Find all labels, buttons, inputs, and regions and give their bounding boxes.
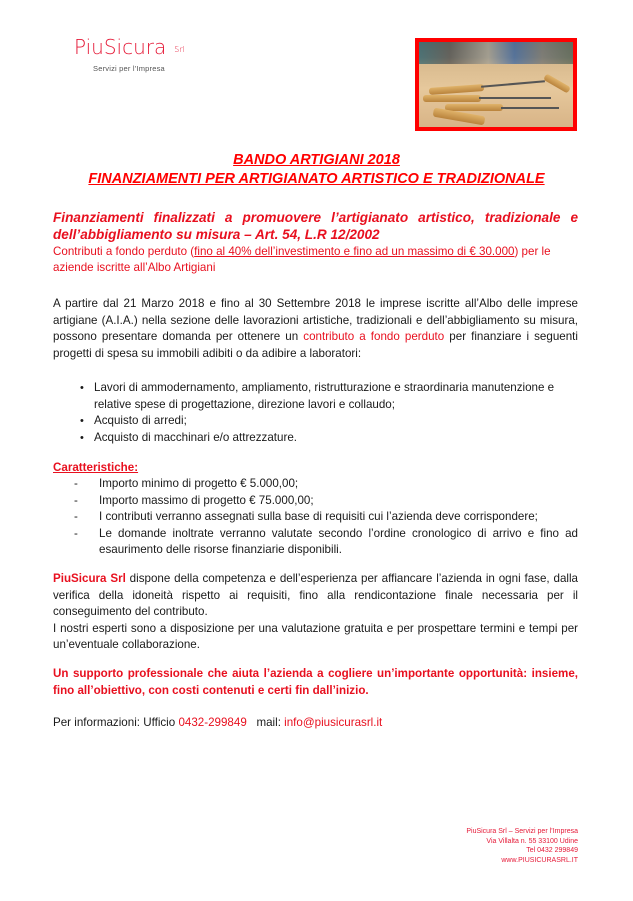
company-intro — [53, 571, 578, 621]
company-logo — [74, 36, 274, 73]
list-item: - Importo minimo di progetto € 5.000,00; — [74, 476, 578, 493]
company-text: dispone della competenza e dell’esperienza per affiancare l’azienda in ogni fase, dalla verifica della idoneità rispetto ai requisiti, fino alla rendicontazione finale necessaria per il conseguimento del contributo. — [53, 572, 578, 619]
phone-link[interactable]: 0432-299849 — [178, 716, 247, 729]
contribution-amount: fino al 40% dell’investimento e fino ad un massimo di € 30.000 — [194, 244, 515, 258]
footer-website[interactable]: www.PIUSICURASRL.IT — [501, 856, 578, 864]
email-link[interactable]: info@piusicurasrl.it — [284, 716, 383, 729]
company-paragraph — [53, 571, 578, 654]
company-offer: I nostri esperti sono a disposizione per una valutazione gratuita e per prospettare termini e tempi per un’eventuale collaborazione. — [53, 621, 578, 652]
contact-line — [53, 715, 578, 732]
footer-phone: Tel 0432 299849 — [526, 847, 578, 854]
company-name: PiuSicura Srl — [53, 572, 126, 585]
eligible-projects-list — [80, 380, 578, 446]
list-item: - Le domande inoltrate verranno valutate secondo l’ordine cronologico di arrivo e fino ad esaurimento delle risorse finanziarie disponibili. — [74, 526, 578, 559]
contribution-prefix: Contributi a fondo perduto ( — [53, 244, 195, 258]
closing-statement: Un supporto professionale che aiuta l’azienda a cogliere un’importante opportunità: insieme, fino all’obiettivo, con costi contenuti e certi fin dall’inizio. — [53, 667, 578, 697]
title-line-2: FINANZIAMENTI PER ARTIGIANATO ARTISTICO E TRADIZIONALE — [88, 171, 545, 187]
subtitle-block — [53, 210, 578, 277]
chisel-handle — [423, 95, 481, 102]
list-item: • Acquisto di macchinari e/o attrezzature. — [80, 430, 578, 447]
document-title — [0, 151, 633, 189]
page-footer — [466, 827, 578, 865]
logo-name-part-2: Sicura — [103, 35, 167, 59]
list-item: • Acquisto di arredi; — [80, 413, 578, 430]
contribution-suffix: ) per le aziende iscritte all’Albo Artigiani — [53, 244, 551, 275]
contact-label: Per informazioni: Ufficio — [53, 716, 179, 729]
intro-text-before: A partire dal 21 Marzo 2018 e fino al 30 Settembre 2018 le imprese iscritte all’Albo delle imprese artigiane (A.I.A.) nella sezione delle lavorazioni artistiche, tradizionali e dell’abbigliamento su misura, possono presentare domanda per ottenere un — [53, 297, 578, 344]
characteristics-heading: Caratteristiche: — [53, 461, 139, 474]
intro-paragraph — [53, 296, 578, 362]
list-item: • Lavori di ammodernamento, ampliamento, ristrutturazione e straordinaria manutenzione e relative spese di progettazione, direzione lavori e collaudo; — [80, 380, 578, 413]
intro-text-after: per finanziare i seguenti progetti di spesa su immobili adibiti o da adibire a laboratori: — [53, 330, 578, 360]
chisel-blade — [481, 80, 545, 88]
photo-background — [419, 42, 573, 64]
list-item: - I contributi verranno assegnati sulla base di requisiti cui l’azienda deve corrispondere; — [74, 509, 578, 526]
header-photo — [415, 38, 577, 131]
chisel-handle — [543, 73, 571, 93]
list-item: - Importo massimo di progetto € 75.000,00; — [74, 493, 578, 510]
mail-label: mail: — [246, 716, 285, 729]
contribution-summary — [53, 244, 578, 277]
logo-wordmark — [74, 36, 274, 61]
subtitle-heading: Finanziamenti finalizzati a promuovere l’artigianato artistico, tradizionale e dell’abbigliamento su misura – Art. 54, L.R 12/2002 — [53, 210, 578, 242]
chisel-handle — [445, 104, 503, 111]
intro-highlight: contributo a fondo perduto — [303, 330, 445, 344]
characteristics-list — [74, 476, 578, 559]
footer-address: Via Villalta n. 55 33100 Udine — [486, 837, 578, 845]
title-line-1: BANDO ARTIGIANI 2018 — [233, 152, 400, 168]
logo-suffix: Srl — [174, 45, 185, 54]
logo-name-part-1: Piu — [74, 35, 104, 59]
footer-company: PiuSicura Srl – Servizi per l’Impresa — [466, 828, 578, 835]
chisel-handle — [429, 84, 484, 95]
chisel-blade — [479, 97, 551, 99]
chisel-blade — [501, 107, 559, 109]
logo-tagline: Servizi per l'Impresa — [93, 64, 165, 73]
